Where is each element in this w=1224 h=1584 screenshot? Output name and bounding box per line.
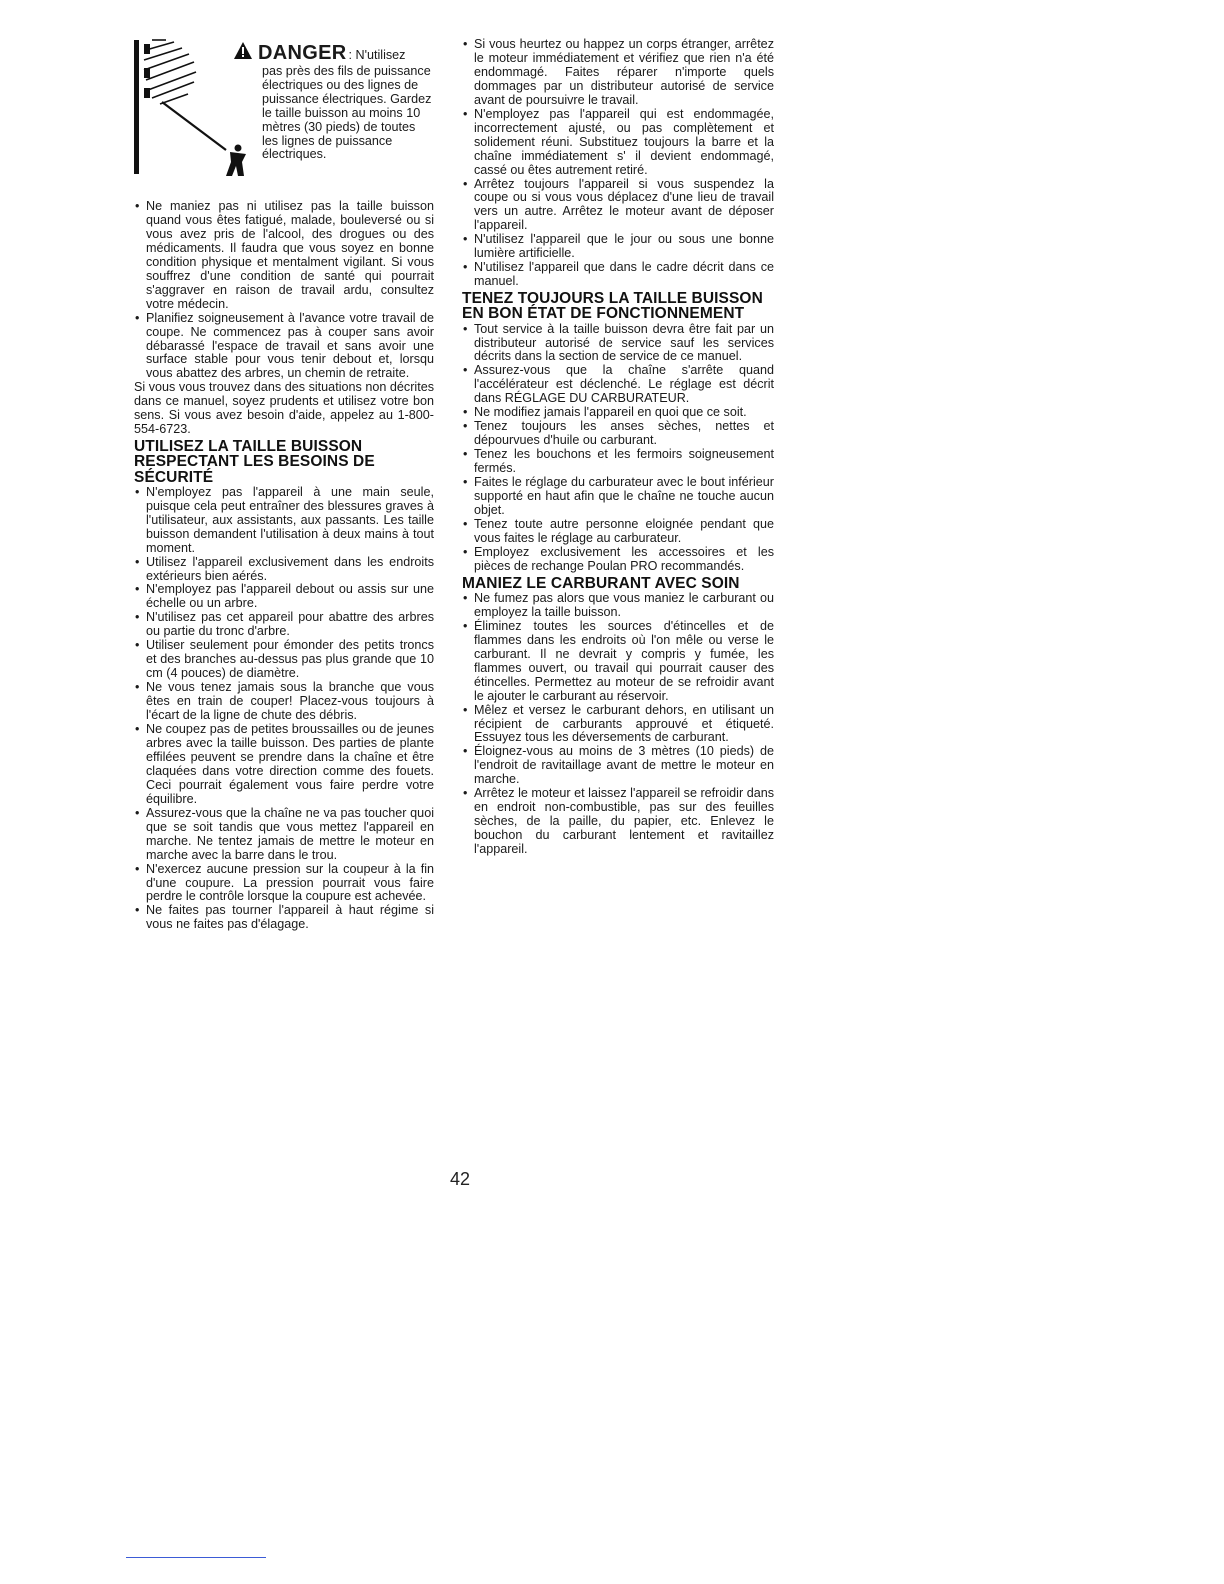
list-item: • Tenez les bouchons et les fermoirs soigneusement fermés. <box>462 448 774 476</box>
page-number: 42 <box>450 1169 471 1189</box>
section-heading-maintenance: TENEZ TOUJOURS LA TAILLE BUISSON EN BON ÉTAT DE FONCTIONNEMENT <box>462 290 763 323</box>
left-bullets-safety <box>134 486 434 933</box>
list-item: • Ne vous tenez jamais sous la branche que vous êtes en train de couper! Placez-vous toujours à l'écart de la ligne de chute des débris. <box>134 681 434 723</box>
danger-warning <box>134 38 434 199</box>
list-item: • Faites le réglage du carburateur avec le bout inférieur supporté en haut afin que le chaîne ne touche aucun objet. <box>462 476 774 518</box>
list-item: • Si vous heurtez ou happez un corps étranger, arrêtez le moteur immédiatement et vérifiez que rien n'a été endommagé. Faites réparer n'importe quels dommages par un distributeur autorisé de service avant de poursuivre le travail. <box>462 38 774 108</box>
list-item: • Assurez-vous que la chaîne s'arrête quand l'accélérateur est déclenché. Le réglage est décrit dans RÉGLAGE DU CARBURATEUR. <box>462 364 774 406</box>
list-item: • Ne fumez pas alors que vous maniez le carburant ou employez la taille buisson. <box>462 592 774 620</box>
danger-first-line: : N'utilisez <box>348 48 406 62</box>
list-item: • Ne modifiez jamais l'appareil en quoi que ce soit. <box>462 406 774 420</box>
list-item: • Arrêtez le moteur et laissez l'appareil se refroidir dans en endroit non-combustible, pas sur des feuilles sèches, de la paille, du papier, etc. Enlevez le bouchon du carburant lentement et ravitaillez l'appareil. <box>462 787 774 857</box>
list-item: • Ne coupez pas de petites broussailles ou de jeunes arbres avec la taille buisson. Des parties de plante effilées peuvent se prendre dans la chaîne et être claquées dans votre direction comme des fouets. Ceci pourrait également vous faire perdre votre équilibre. <box>134 723 434 807</box>
list-item: • N'utilisez l'appareil que le jour ou sous une bonne lumière artificielle. <box>462 233 774 261</box>
footer-rule <box>126 1557 266 1558</box>
list-item: • Tout service à la taille buisson devra être fait par un distributeur autorisé de service sauf les services décrits dans la section de service de ce manuel. <box>462 323 774 365</box>
list-item: • N'utilisez l'appareil que dans le cadre décrit dans ce manuel. <box>462 261 774 289</box>
warning-triangle-icon <box>234 42 252 59</box>
help-paragraph: Si vous vous trouvez dans des situations non décrites dans ce manuel, soyez prudents et utilisez votre bon sens. Si vous avez besoin d'aide, appelez au 1-800-554-6723. <box>134 380 434 437</box>
list-item: • N'exercez aucune pression sur la coupeur à la fin d'une coupure. La pression pourrait vous faire perdre le contrôle lorsque la coupure est achevée. <box>134 863 434 905</box>
list-item: • Ne faites pas tourner l'appareil à haut régime si vous ne faites pas d'élagage. <box>134 904 434 932</box>
right-column <box>462 38 774 857</box>
list-item: • Arrêtez toujours l'appareil si vous suspendez la coupe ou si vous vous déplacez d'une lieu de travail vers un autre. Arrêtez le moteur avant de déposer l'appareil. <box>462 178 774 234</box>
right-bullets-fuel <box>462 592 774 857</box>
list-item: • Tenez toute autre personne eloignée pendant que vous faites le réglage au carburateur. <box>462 518 774 546</box>
power-line-hazard-illustration <box>134 38 246 176</box>
list-item: • Assurez-vous que la chaîne ne va pas toucher quoi que se soit tandis que vous mettez l'appareil en marche. Ne tentez jamais de mettre le moteur en marche avec la barre dans le trou. <box>134 807 434 863</box>
list-item: • Tenez toujours les anses sèches, nettes et dépourvues d'huile ou carburant. <box>462 420 774 448</box>
list-item: • Planifiez soigneusement à l'avance votre travail de coupe. Ne commencez pas à couper sans avoir débarassé l'espace de travail et sans avoir une surface stable pour vous tenir debout et, lorsqu vous abattez des arbres, un chemin de retraite. <box>134 312 434 382</box>
list-item: • Mêlez et versez le carburant dehors, en utilisant un récipient de carburants approuvé et étiqueté. Essuyez tous les déversements de carburant. <box>462 704 774 746</box>
list-item: • Utiliser seulement pour émonder des petits troncs et des branches au-dessus pas plus grande que 10 cm (4 pouces) de diamètre. <box>134 639 434 681</box>
list-item: • Éloignez-vous au moins de 3 mètres (10 pieds) de l'endroit de ravitaillage avant de mettre le moteur en marche. <box>462 745 774 787</box>
list-item: • Éliminez toutes les sources d'étincelles et de flammes dans les endroits où l'on mêle ou verse le carburant. Il ne devrait y compris y fumée, les flammes ouvert, ou travail qui pourrait causer des étincelles. Permettez au moteur de se refroidir avant le ajouter le carburant au réservoir. <box>462 620 774 704</box>
list-item: • N'employez pas l'appareil debout ou assis sur une échelle ou un arbre. <box>134 583 434 611</box>
left-column <box>134 38 434 932</box>
danger-body: pas près des fils de puissance électriques ou des lignes de puissance électriques. Gardez le taille buisson au moins 10 mètres (30 pieds) de toutes les lignes de puissance électriques. <box>262 64 432 162</box>
list-item: • Utilisez l'appareil exclusivement dans les endroits extérieurs bien aérés. <box>134 556 434 584</box>
section-heading-safety: UTILISEZ LA TAILLE BUISSON RESPECTANT LES BESOINS DE SÉCURITÉ <box>134 438 375 486</box>
list-item: • Ne maniez pas ni utilisez pas la taille buisson quand vous êtes fatigué, malade, bouleversé ou si vous avez pris de l'alcool, des drogues ou des médicaments. Il faudra que vous soyez en bonne condition physique et mentalment vigilant. Si vous souffrez d'une condition de santé qui pourrait s'aggraver en raison de travail ardu, consultez votre médecin. <box>134 200 434 312</box>
right-bullets-maintenance <box>462 323 774 574</box>
danger-heading <box>234 42 434 65</box>
danger-text <box>234 42 434 162</box>
right-bullets-top <box>462 38 774 289</box>
section-heading-fuel: MANIEZ LE CARBURANT AVEC SOIN <box>462 574 740 592</box>
list-item: • Employez exclusivement les accessoires et les pièces de rechange Poulan PRO recommandés. <box>462 546 774 574</box>
list-item: • N'utilisez pas cet appareil pour abattre des arbres ou partie du tronc d'arbre. <box>134 611 434 639</box>
list-item: • N'employez pas l'appareil à une main seule, puisque cela peut entraîner des blessures graves à l'utilisateur, aux assistants, aux passants. Les taille buisson demandent l'utilisation à deux mains à tout moment. <box>134 486 434 556</box>
left-bullets-top <box>134 200 434 381</box>
list-item: • N'employez pas l'appareil qui est endommagée, incorrectement ajusté, ou pas complètement et solidement réuni. Substituez toujours la barre et la chaîne immédiatement s' il devient endommagé, cassé ou êtes autrement retiré. <box>462 108 774 178</box>
danger-word: DANGER <box>258 42 347 64</box>
